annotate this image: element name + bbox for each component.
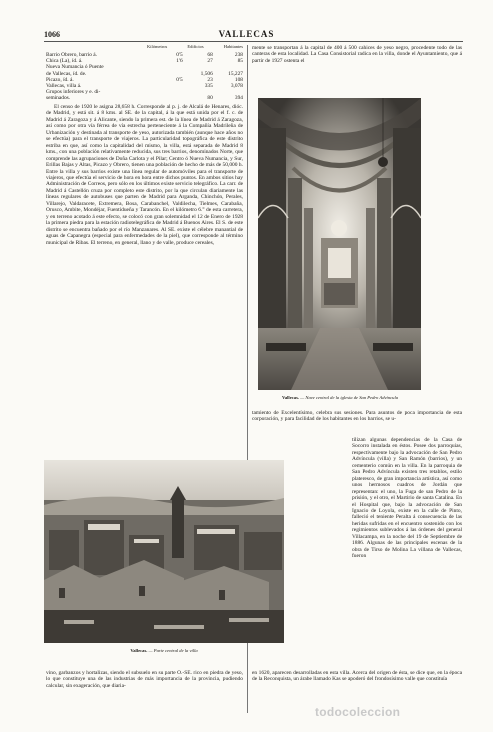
census-name: Grupos inferiores y e. di-: [46, 89, 101, 96]
page-number: 1066: [44, 30, 60, 39]
census-habitantes: 394: [234, 95, 243, 102]
caption-place: Vallecas.: [281, 395, 300, 400]
article-right-mid: [252, 410, 462, 437]
census-name: Barrio Obrero, barrio á.: [46, 52, 98, 58]
census-edificios: 27: [207, 58, 213, 65]
census-edificios: 80: [207, 95, 213, 102]
article-right-narrow: [352, 437, 462, 669]
article-paragraph: tamiento de Excelentísimo, celebra sus sesiones. Para asuntos de poca importancia de esta corporación, y para facilidad de los habitantes en los barrios, se u-: [252, 410, 462, 423]
census-edificios: 68: [207, 52, 213, 58]
article-left-bottom: [46, 670, 243, 703]
census-km: [153, 95, 183, 101]
census-habitantes: 3,078: [230, 83, 243, 90]
census-km: 0'5: [176, 52, 183, 58]
col-header-habitantes: Habitantes: [223, 44, 243, 49]
census-habitantes: 15,227: [228, 70, 243, 77]
church-interior-photo: [258, 98, 421, 390]
census-name: Nueva Numancia ó Puente: [46, 64, 104, 71]
caption-place: Vallecas.: [130, 648, 148, 653]
census-name: Picazo, íd. á.: [46, 76, 74, 83]
header-rule: [44, 41, 463, 42]
caption-text: — Nave central de la iglesia de San Pedro Advíncula: [300, 395, 399, 400]
article-right-bottom: [252, 670, 462, 703]
watermark-logo: todocoleccion: [315, 705, 401, 719]
article-paragraph: en 1620, aparecen desarrolladas en esta villa. Acerca del origen de ésta, se dice que, en la época de la Reconquista, un árabe llamado Kas se apoderó del frondosísimo valle que constituía: [252, 670, 462, 683]
census-name: Chica (La), íd. á.: [46, 58, 83, 65]
church-photo-caption: [254, 395, 426, 400]
census-edificios: 1,506: [200, 70, 213, 77]
census-habitantes: 238: [234, 52, 243, 58]
census-name: de Vallecas, íd. de.: [46, 70, 87, 77]
census-name: Vallecas, villa á.: [46, 83, 82, 90]
census-table: [46, 52, 243, 102]
census-habitantes: 85: [237, 58, 243, 65]
running-head: VALLECAS: [218, 29, 275, 39]
town-photo: [44, 460, 284, 643]
town-rooftops-illustration: [44, 460, 284, 643]
census-table-header: [147, 44, 243, 49]
census-edificios: 335: [204, 83, 213, 90]
church-interior-illustration: [258, 98, 421, 390]
census-edificios: 23: [207, 76, 213, 83]
article-paragraph: vino, garbanzos y hortalizas, siendo el subsuelo en su parte O.-SE. rico en piedra de yeso, lo que constituye una de las industrias de más importancia de la provincia, pudiendo calcular, sin exageración, que diaria-: [46, 670, 243, 689]
col-header-km: Kilómetros: [147, 44, 168, 49]
caption-text: — Parte central de la villa: [148, 648, 198, 653]
col-header-edificios: Edificios: [187, 44, 204, 49]
census-habitantes: 108: [234, 76, 243, 83]
article-paragraph: mente se transportan á la capital de 400 á 500 cahices de yeso negro, procedente todo de las canteras de esta localidad. La Casa Consistorial radica en la villa, donde el Ayuntamiento, que á partir de 1927 ostenta el: [252, 45, 462, 64]
census-km: 1'6: [176, 58, 183, 65]
article-paragraph: tilizan algunas dependencias de la Casa de Socorro instalada en éstos. Posee dos parroquias, respectivamente bajo la advocación de San Pedro Advíncula (villa) y San Ramón (barrios), y un cementerio común en la villa. En la parroquia de San Pedro Advíncula existen tres retablos, estilo plateresco, de gran importancia artística, así como unos hermosos cuadros de Jordán que representan: el uno, la Fuga de san Pedro de la prisión, y el otro, el Martirio de santa Catalina. En el Hospital que, bajo la advocación de San Ignacio de Loyola, existe en la calle de Pinto, falleció el teniente Peralta á consecuencia de las heridas sufridas en el encuentro sostenido con los regimientos sublevados á las órdenes del general Villacampa, en la noche del 19 de Septiembre de 1886. Algunas de las principales escenas de la obra de Tirso de Molina La villana de Vallecas, fueron: [352, 437, 462, 560]
census-name: seminados.: [46, 95, 71, 102]
town-photo-caption: [44, 648, 284, 653]
census-km: 0'5: [176, 76, 183, 83]
article-paragraph: El censo de 1920 le asigna 28,658 h. Corresponde al p. j. de Alcalá de Henares, dióc. de Madrid, y está sit. á 8 kms. al SE. de la capital, á la que está unida por el f. c. de Madrid á Zaragoza y á Alicante, siendo la primera est. de la línea de Madrid á Zaragoza, así como por otra vía férrea de vía estrecha perteneciente á la Compañía Madrileña de Urbanización y destinada al transporte de yeso, autorizada también (aunque hace años no se efectúa) para el transporte de viajeros. La particularidad topográfica de este distrito estriba en que, así como la capitalidad del mismo, la villa, está separada de Madrid 8 kms., con una población relativamente reducida, sus tres barrios, denominados Norte, que comprende las agrupaciones de Doña Carlota y el Pilar; Centro ó Nueva Numancia, y Sur, Erillas Bajas y Altas, Picazo y Obrero, tienen una población de hecho de más de 50,000 h. Entre la villa y sus barrios existe una línea regular de automóviles para el transporte de viajeros, que efectúa el servicio de hora en hora entre dichos puntos. En ambos sitios hay Administración de Correos, pero sólo en los últimos existe servicio telegráfico. La carr. de Madrid á Castellón cruza por completo este distrito, por la que circulan diariamente las líneas regulares de autobuses que parten de Madrid para Arganda, Chinchón, Perales, Villarejo, Valdaracete, Extremera, Bosa, Carabanchel, Valdilecha, Tielmes, Carabaña, Orusco, Ambite, Mondéjar, Fuentidueña y Tarancón. En el kilómetro 6.° de esta carretera, y en terreno acotado á este efecto, se colocó con gran solemnidad el 12 de Enero de 1928 la primera piedra para la estación radiotelegráfica de Madrid á Buenos Aires. El S. de este distrito se encuentra bañado por el río Manzanares. Al SE. existe el célebre manantial de aguas de Capanegra (especial para enfermedades de la piel), que corresponde al término municipal de Ribas. El terreno, en general, llano y de valle, produce cereales,: [46, 104, 243, 246]
article-left-column: [46, 104, 243, 460]
article-right-top: [252, 45, 462, 97]
table-row: [46, 95, 243, 101]
